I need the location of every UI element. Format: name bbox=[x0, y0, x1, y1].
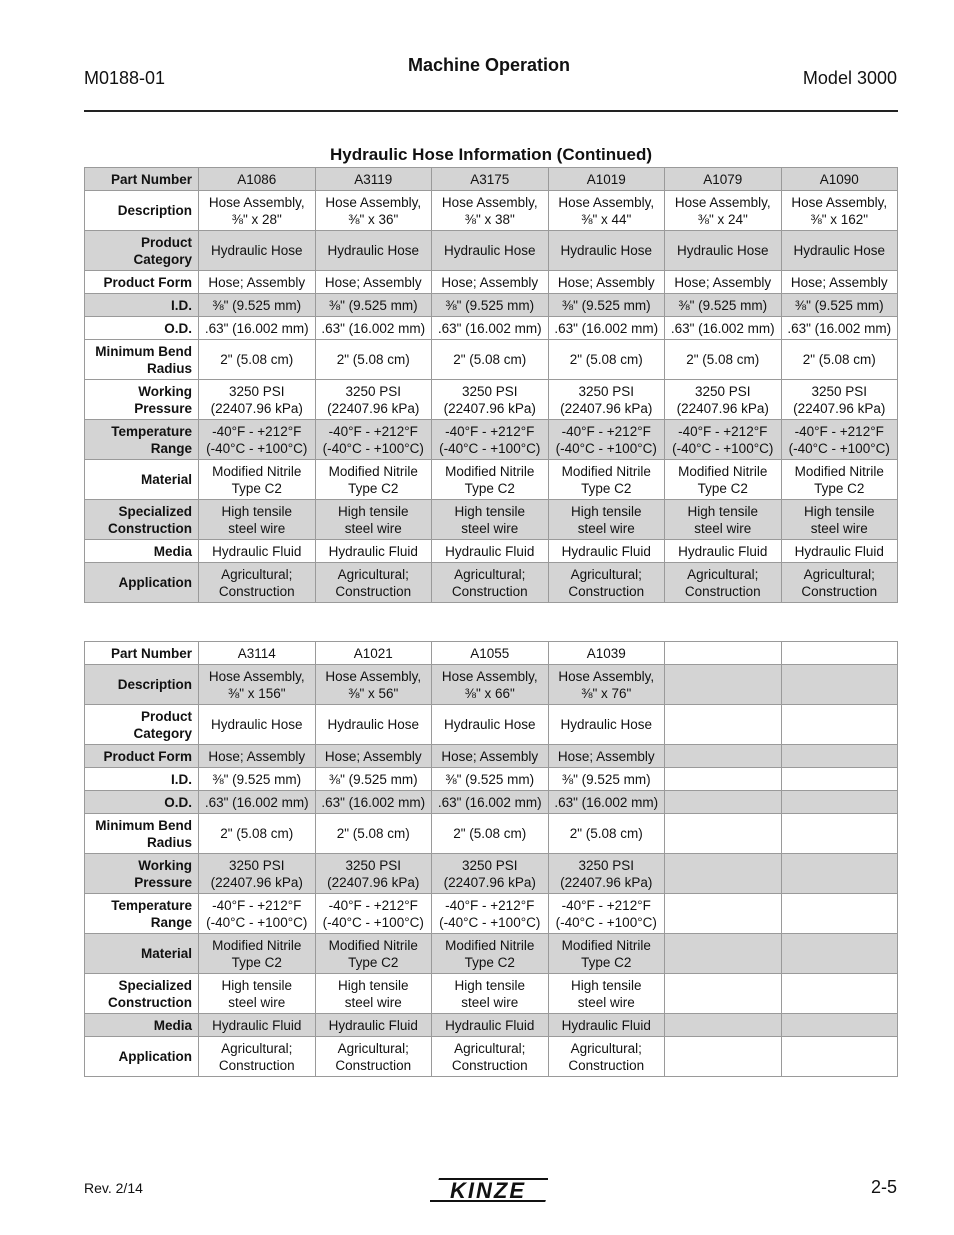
table-cell: ⅜" (9.525 mm) bbox=[432, 768, 549, 791]
row-label: Product Form bbox=[85, 271, 199, 294]
table-cell bbox=[665, 642, 782, 665]
table-cell: Hose Assembly, ⅜" x 162" bbox=[781, 191, 898, 231]
table-cell: Hose; Assembly bbox=[548, 745, 665, 768]
table-cell: .63" (16.002 mm) bbox=[315, 317, 432, 340]
table-cell: .63" (16.002 mm) bbox=[432, 317, 549, 340]
table-cell: Hydraulic Hose bbox=[315, 231, 432, 271]
table-cell: Hose Assembly, ⅜" x 24" bbox=[665, 191, 782, 231]
table-cell: 2" (5.08 cm) bbox=[432, 340, 549, 380]
row-label: I.D. bbox=[85, 294, 199, 317]
table-cell bbox=[781, 974, 898, 1014]
table-row-id bbox=[85, 768, 898, 791]
table-cell: -40°F - +212°F (-40°C - +100°C) bbox=[548, 420, 665, 460]
row-label: I.D. bbox=[85, 768, 199, 791]
hose-table-2 bbox=[84, 641, 898, 1077]
table-cell: A1021 bbox=[315, 642, 432, 665]
table-cell: High tensile steel wire bbox=[548, 500, 665, 540]
table-cell bbox=[781, 665, 898, 705]
table-cell bbox=[665, 934, 782, 974]
row-label: Product Category bbox=[85, 705, 199, 745]
table-cell bbox=[781, 791, 898, 814]
table-cell: .63" (16.002 mm) bbox=[199, 317, 316, 340]
page-number: 2-5 bbox=[870, 1177, 897, 1197]
table-row-od bbox=[85, 317, 898, 340]
table-cell: 3250 PSI (22407.96 kPa) bbox=[548, 854, 665, 894]
table-row-product-category bbox=[85, 231, 898, 271]
table-cell: Hose; Assembly bbox=[199, 745, 316, 768]
table-cell: Modified Nitrile Type C2 bbox=[315, 460, 432, 500]
row-label: Temperature Range bbox=[85, 420, 199, 460]
table-cell: Hose; Assembly bbox=[665, 271, 782, 294]
table-cell: High tensile steel wire bbox=[199, 974, 316, 1014]
table-cell: Agricultural; Construction bbox=[432, 1037, 549, 1077]
row-label: Product Category bbox=[85, 231, 199, 271]
row-label: Product Form bbox=[85, 745, 199, 768]
table-row-description bbox=[85, 191, 898, 231]
table-row-id bbox=[85, 294, 898, 317]
table-cell: 3250 PSI (22407.96 kPa) bbox=[432, 854, 549, 894]
table-cell: -40°F - +212°F (-40°C - +100°C) bbox=[432, 420, 549, 460]
table-row-product-form bbox=[85, 745, 898, 768]
table-cell: High tensile steel wire bbox=[548, 974, 665, 1014]
table-cell: Hose; Assembly bbox=[781, 271, 898, 294]
table-cell: Modified Nitrile Type C2 bbox=[548, 934, 665, 974]
table-cell: Hose; Assembly bbox=[432, 745, 549, 768]
table-cell: .63" (16.002 mm) bbox=[315, 791, 432, 814]
table-cell: Hydraulic Fluid bbox=[315, 540, 432, 563]
table-cell: ⅜" (9.525 mm) bbox=[199, 768, 316, 791]
table-cell: Hose Assembly, ⅜" x 56" bbox=[315, 665, 432, 705]
table-cell: Agricultural; Construction bbox=[199, 1037, 316, 1077]
row-label: Minimum Bend Radius bbox=[85, 814, 199, 854]
table-row-application bbox=[85, 1037, 898, 1077]
table-cell: 2" (5.08 cm) bbox=[432, 814, 549, 854]
table-cell: 3250 PSI (22407.96 kPa) bbox=[781, 380, 898, 420]
table-row-specialized-construction bbox=[85, 974, 898, 1014]
row-label: Application bbox=[85, 1037, 199, 1077]
table-cell: 2" (5.08 cm) bbox=[199, 340, 316, 380]
table-row-description bbox=[85, 665, 898, 705]
table-row-minimum-bend-radius bbox=[85, 340, 898, 380]
table-cell: A1086 bbox=[199, 168, 316, 191]
table-cell bbox=[665, 894, 782, 934]
table-cell: A1019 bbox=[548, 168, 665, 191]
table-cell: Hose; Assembly bbox=[315, 745, 432, 768]
kinze-logo bbox=[430, 1175, 548, 1205]
row-label: Material bbox=[85, 460, 199, 500]
table-cell bbox=[781, 1014, 898, 1037]
table-cell: High tensile steel wire bbox=[781, 500, 898, 540]
table-cell bbox=[665, 745, 782, 768]
table-cell: Hose Assembly, ⅜" x 156" bbox=[199, 665, 316, 705]
table-cell: 2" (5.08 cm) bbox=[315, 814, 432, 854]
table-cell: Hydraulic Hose bbox=[548, 705, 665, 745]
table-cell: 3250 PSI (22407.96 kPa) bbox=[665, 380, 782, 420]
table-cell bbox=[781, 814, 898, 854]
row-label: Part Number bbox=[85, 168, 199, 191]
row-label: Temperature Range bbox=[85, 894, 199, 934]
table-cell: ⅜" (9.525 mm) bbox=[548, 768, 665, 791]
table-cell bbox=[665, 665, 782, 705]
table-cell: Hydraulic Fluid bbox=[665, 540, 782, 563]
table-row-temperature-range bbox=[85, 420, 898, 460]
table-cell: ⅜" (9.525 mm) bbox=[315, 294, 432, 317]
table-cell: Hydraulic Fluid bbox=[199, 540, 316, 563]
table-cell: Modified Nitrile Type C2 bbox=[665, 460, 782, 500]
table-cell: ⅜" (9.525 mm) bbox=[199, 294, 316, 317]
row-label: Specialized Construction bbox=[85, 500, 199, 540]
table-cell: Agricultural; Construction bbox=[432, 563, 549, 603]
table-cell: Hydraulic Hose bbox=[432, 705, 549, 745]
table-cell: ⅜" (9.525 mm) bbox=[665, 294, 782, 317]
table-cell: Hose; Assembly bbox=[548, 271, 665, 294]
table-row-working-pressure bbox=[85, 854, 898, 894]
table-cell: Hydraulic Fluid bbox=[199, 1014, 316, 1037]
table-cell bbox=[781, 894, 898, 934]
table-cell: Hydraulic Hose bbox=[665, 231, 782, 271]
row-label: Working Pressure bbox=[85, 854, 199, 894]
row-label: Specialized Construction bbox=[85, 974, 199, 1014]
table-cell bbox=[781, 768, 898, 791]
table-cell: Hydraulic Hose bbox=[432, 231, 549, 271]
table-cell: 2" (5.08 cm) bbox=[548, 814, 665, 854]
table-cell bbox=[781, 705, 898, 745]
row-label: Part Number bbox=[85, 642, 199, 665]
table-cell: Hydraulic Fluid bbox=[432, 1014, 549, 1037]
table-cell: Modified Nitrile Type C2 bbox=[548, 460, 665, 500]
table-cell: High tensile steel wire bbox=[315, 500, 432, 540]
table-cell: Agricultural; Construction bbox=[781, 563, 898, 603]
table-cell: -40°F - +212°F (-40°C - +100°C) bbox=[781, 420, 898, 460]
table-cell: 3250 PSI (22407.96 kPa) bbox=[432, 380, 549, 420]
table-cell: A1039 bbox=[548, 642, 665, 665]
table-cell: Hose; Assembly bbox=[315, 271, 432, 294]
table-cell bbox=[665, 791, 782, 814]
table-row-specialized-construction bbox=[85, 500, 898, 540]
table-row-media bbox=[85, 540, 898, 563]
table-cell: A1090 bbox=[781, 168, 898, 191]
table-cell: A3114 bbox=[199, 642, 316, 665]
table-cell bbox=[781, 642, 898, 665]
section-title: Machine Operation bbox=[407, 55, 571, 75]
table-cell: Hose Assembly, ⅜" x 36" bbox=[315, 191, 432, 231]
table-cell bbox=[665, 1014, 782, 1037]
table-cell: .63" (16.002 mm) bbox=[432, 791, 549, 814]
table-cell: Hose Assembly, ⅜" x 44" bbox=[548, 191, 665, 231]
table-cell: ⅜" (9.525 mm) bbox=[432, 294, 549, 317]
table-cell: 3250 PSI (22407.96 kPa) bbox=[315, 380, 432, 420]
table-cell: .63" (16.002 mm) bbox=[781, 317, 898, 340]
table-row-temperature-range bbox=[85, 894, 898, 934]
table-cell: ⅜" (9.525 mm) bbox=[548, 294, 665, 317]
table-cell: -40°F - +212°F (-40°C - +100°C) bbox=[548, 894, 665, 934]
table-cell: Hydraulic Fluid bbox=[548, 540, 665, 563]
table-cell bbox=[665, 1037, 782, 1077]
table-cell: Hose; Assembly bbox=[199, 271, 316, 294]
table-row-application bbox=[85, 563, 898, 603]
table-row-part-number bbox=[85, 642, 898, 665]
table-cell: 2" (5.08 cm) bbox=[548, 340, 665, 380]
table-cell: Agricultural; Construction bbox=[315, 1037, 432, 1077]
table-cell: High tensile steel wire bbox=[315, 974, 432, 1014]
hose-table-1 bbox=[84, 167, 898, 603]
table-row-product-form bbox=[85, 271, 898, 294]
row-label: Minimum Bend Radius bbox=[85, 340, 199, 380]
table-cell: Modified Nitrile Type C2 bbox=[199, 460, 316, 500]
table-cell: Hydraulic Fluid bbox=[315, 1014, 432, 1037]
table-row-minimum-bend-radius bbox=[85, 814, 898, 854]
table-row-part-number bbox=[85, 168, 898, 191]
table-cell bbox=[665, 768, 782, 791]
table-row-media bbox=[85, 1014, 898, 1037]
table-cell: Modified Nitrile Type C2 bbox=[199, 934, 316, 974]
table-cell bbox=[781, 934, 898, 974]
table-row-material bbox=[85, 460, 898, 500]
table-cell: High tensile steel wire bbox=[665, 500, 782, 540]
table-cell: Hose Assembly, ⅜" x 28" bbox=[199, 191, 316, 231]
table-cell: Hydraulic Hose bbox=[199, 705, 316, 745]
row-label: Application bbox=[85, 563, 199, 603]
table-row-material bbox=[85, 934, 898, 974]
table-cell: .63" (16.002 mm) bbox=[199, 791, 316, 814]
table-cell: Hydraulic Fluid bbox=[781, 540, 898, 563]
table-cell: 3250 PSI (22407.96 kPa) bbox=[315, 854, 432, 894]
row-label: Media bbox=[85, 1014, 199, 1037]
table-cell: Hose Assembly, ⅜" x 38" bbox=[432, 191, 549, 231]
row-label: Material bbox=[85, 934, 199, 974]
table-cell: -40°F - +212°F (-40°C - +100°C) bbox=[665, 420, 782, 460]
table-cell: ⅜" (9.525 mm) bbox=[315, 768, 432, 791]
table-row-product-category bbox=[85, 705, 898, 745]
table-cell: High tensile steel wire bbox=[199, 500, 316, 540]
table-cell: 2" (5.08 cm) bbox=[781, 340, 898, 380]
table-cell: -40°F - +212°F (-40°C - +100°C) bbox=[432, 894, 549, 934]
table-cell: A3175 bbox=[432, 168, 549, 191]
table-cell: .63" (16.002 mm) bbox=[665, 317, 782, 340]
table-cell: Hose Assembly, ⅜" x 66" bbox=[432, 665, 549, 705]
table-cell: .63" (16.002 mm) bbox=[548, 317, 665, 340]
row-label: O.D. bbox=[85, 317, 199, 340]
row-label: Working Pressure bbox=[85, 380, 199, 420]
row-label: Media bbox=[85, 540, 199, 563]
table-cell: Modified Nitrile Type C2 bbox=[432, 460, 549, 500]
table-cell: Agricultural; Construction bbox=[315, 563, 432, 603]
table-cell: Modified Nitrile Type C2 bbox=[315, 934, 432, 974]
table-cell: High tensile steel wire bbox=[432, 974, 549, 1014]
table-cell: Hydraulic Hose bbox=[548, 231, 665, 271]
table-cell: Agricultural; Construction bbox=[199, 563, 316, 603]
table-cell: High tensile steel wire bbox=[432, 500, 549, 540]
table-cell bbox=[665, 814, 782, 854]
table-row-od bbox=[85, 791, 898, 814]
table-cell: 3250 PSI (22407.96 kPa) bbox=[199, 854, 316, 894]
document-number: M0188-01 bbox=[84, 68, 166, 88]
table-cell: 2" (5.08 cm) bbox=[665, 340, 782, 380]
table-cell: Hydraulic Fluid bbox=[432, 540, 549, 563]
row-label: Description bbox=[85, 665, 199, 705]
table-cell: Agricultural; Construction bbox=[548, 1037, 665, 1077]
table-cell: -40°F - +212°F (-40°C - +100°C) bbox=[315, 894, 432, 934]
table-row-working-pressure bbox=[85, 380, 898, 420]
table-cell: -40°F - +212°F (-40°C - +100°C) bbox=[199, 420, 316, 460]
table-cell: A3119 bbox=[315, 168, 432, 191]
table-cell bbox=[781, 1037, 898, 1077]
table-cell: 3250 PSI (22407.96 kPa) bbox=[548, 380, 665, 420]
row-label: Description bbox=[85, 191, 199, 231]
table-cell: Hose Assembly, ⅜" x 76" bbox=[548, 665, 665, 705]
table-cell bbox=[781, 745, 898, 768]
table-cell: Hydraulic Hose bbox=[781, 231, 898, 271]
table-cell: Hose; Assembly bbox=[432, 271, 549, 294]
table-cell: 2" (5.08 cm) bbox=[315, 340, 432, 380]
table-cell: Hydraulic Fluid bbox=[548, 1014, 665, 1037]
table-cell: 2" (5.08 cm) bbox=[199, 814, 316, 854]
table-cell: .63" (16.002 mm) bbox=[548, 791, 665, 814]
table-cell: ⅜" (9.525 mm) bbox=[781, 294, 898, 317]
table-cell: 3250 PSI (22407.96 kPa) bbox=[199, 380, 316, 420]
table-cell bbox=[665, 974, 782, 1014]
table-cell bbox=[665, 705, 782, 745]
table-cell: Hydraulic Hose bbox=[315, 705, 432, 745]
table-cell: A1055 bbox=[432, 642, 549, 665]
header-rule bbox=[84, 110, 898, 112]
table-cell: Agricultural; Construction bbox=[548, 563, 665, 603]
table-cell: -40°F - +212°F (-40°C - +100°C) bbox=[199, 894, 316, 934]
table-cell bbox=[665, 854, 782, 894]
table-cell: Agricultural; Construction bbox=[665, 563, 782, 603]
logo-text: KINZE bbox=[450, 1178, 526, 1203]
table-cell bbox=[781, 854, 898, 894]
table-cell: Hydraulic Hose bbox=[199, 231, 316, 271]
table-cell: A1079 bbox=[665, 168, 782, 191]
table-cell: Modified Nitrile Type C2 bbox=[432, 934, 549, 974]
table-cell: Modified Nitrile Type C2 bbox=[781, 460, 898, 500]
revision-label: Rev. 2/14 bbox=[84, 1180, 143, 1196]
table-cell: -40°F - +212°F (-40°C - +100°C) bbox=[315, 420, 432, 460]
row-label: O.D. bbox=[85, 791, 199, 814]
table-title: Hydraulic Hose Information (Continued) bbox=[329, 145, 653, 164]
model-name: Model 3000 bbox=[802, 68, 897, 88]
